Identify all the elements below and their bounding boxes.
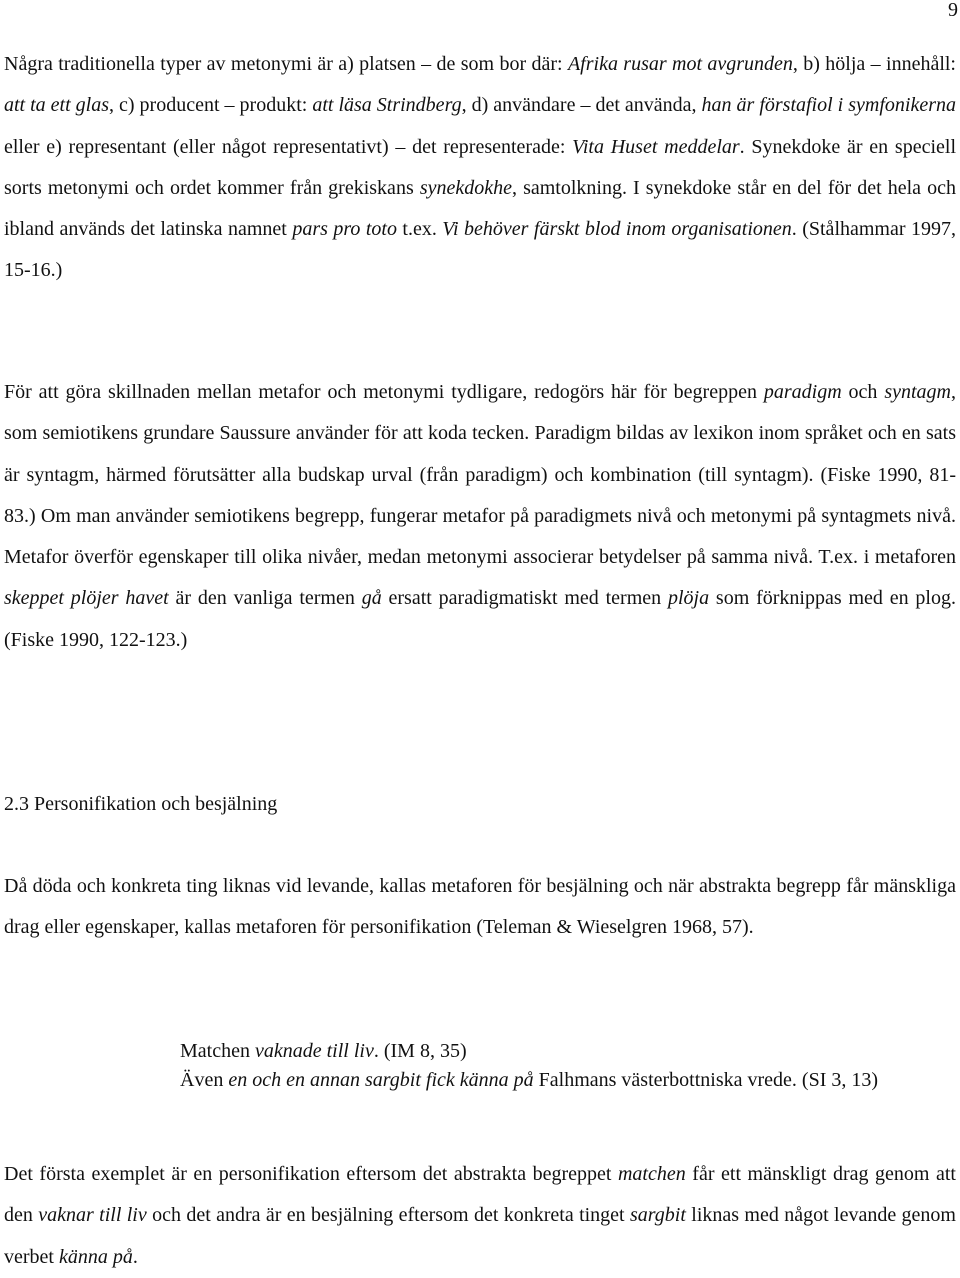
page-number: 9 [948, 0, 958, 21]
italic-text: Vi behöver färskt blod inom organisationen [442, 218, 792, 241]
text-run: ersatt paradigmatiskt med termen [381, 587, 668, 610]
text-run: som förknippas med en plog. (Fiske 1990, 122-123.) [4, 587, 956, 651]
example-quote-1 [180, 1037, 958, 1066]
text-run: och [841, 381, 885, 403]
text-run: Några traditionella typer av metonymi är a) platsen – de som bor där: [4, 53, 568, 75]
paragraph-metonymy-types [4, 44, 956, 292]
text-run: Det första exemplet är en personifikation eftersom det abstrakta begreppet [4, 1163, 618, 1185]
italic-text: paradigm [763, 381, 842, 403]
example-quotes [180, 1037, 958, 1094]
text-run: , d) användare – det använda, [461, 94, 702, 117]
text-run: Matchen [180, 1040, 255, 1062]
text-run: , som semiotikens grundare Saussure använder för att koda tecken. Paradigm bildas av lexikon inom språket och en sats är syntagm, härmed förutsätter alla budskap urval (från paradigm) och kombination (till syntagm). (Fiske 1990, 81-83.) Om man använder semiotikens begrepp, fungerar metafor på paradigmets nivå och metonymi på syntagmets nivå. Metafor överför egenskaper till olika nivåer, medan metonymi associerar betydelser på samma nivå. T.ex. i metaforen [4, 381, 956, 569]
text-run: . (Stålhammar 1997, 15-16.) [4, 218, 956, 282]
italic-text: matchen [617, 1163, 686, 1185]
text-run: . (IM 8, 35) [373, 1040, 467, 1062]
text-run: är den vanliga termen [168, 587, 362, 610]
italic-text: Vita Huset meddelar [572, 135, 740, 158]
paragraph-example-analysis [4, 1154, 956, 1278]
italic-text: vaknar till liv [38, 1204, 147, 1227]
italic-text: syntagm [884, 381, 951, 403]
text-run: För att göra skillnaden mellan metafor och metonymi tydligare, redogörs här för begreppen [4, 381, 764, 403]
text-run: Då döda och konkreta ting liknas vid levande, kallas metaforen för besjälning och när abstrakta begrepp får mänskliga drag eller egenskaper, kallas metaforen för personifikation (Teleman & Wieselgren 1968, 57). [4, 875, 956, 939]
italic-text: han är förstafiol i symfonikerna [701, 94, 956, 117]
text-run: eller e) representant (eller något representativt) – det representerade: [4, 135, 573, 158]
text-run: , b) hölja – innehåll: [792, 53, 956, 75]
text-run: . [132, 1245, 138, 1268]
text-run: och det andra är en besjälning eftersom det konkreta tinget [146, 1204, 630, 1227]
italic-text: plöja [667, 587, 710, 610]
example-quote-2 [180, 1066, 958, 1095]
italic-text: skeppet plöjer havet [4, 587, 169, 610]
paragraph-personification [4, 866, 956, 949]
italic-text: gå [361, 587, 382, 610]
section-heading: 2.3 Personifikation och besjälning [4, 793, 278, 815]
italic-text: en och en annan sargbit fick känna på [228, 1068, 534, 1091]
text-run: , samtolkning. I synekdoke står en del för det hela och ibland används det latinska namnet [4, 176, 956, 241]
text-run: Även [180, 1068, 229, 1091]
paragraph-paradigm-syntagm [4, 372, 956, 661]
italic-text: sargbit [629, 1204, 686, 1227]
text-run: , c) producent – produkt: [109, 94, 313, 117]
text-run: liknas med något levande genom verbet [4, 1204, 956, 1268]
text-run: Falhmans västerbottniska vrede. (SI 3, 13) [533, 1068, 879, 1091]
italic-text: Afrika rusar mot avgrunden [567, 53, 793, 75]
text-run: får ett mänskligt drag genom att den [4, 1163, 956, 1227]
italic-text: känna på [58, 1245, 133, 1268]
text-run: . Synekdoke är en speciell sorts metonymi och ordet kommer från grekiskans [4, 135, 957, 199]
italic-text: att ta ett glas [4, 94, 110, 117]
italic-text: vaknade till liv [254, 1040, 374, 1062]
italic-text: att läsa Strindberg [312, 94, 462, 117]
text-run: t.ex. [396, 218, 443, 241]
italic-text: pars pro toto [292, 218, 397, 241]
italic-text: synekdokhe [419, 176, 512, 199]
